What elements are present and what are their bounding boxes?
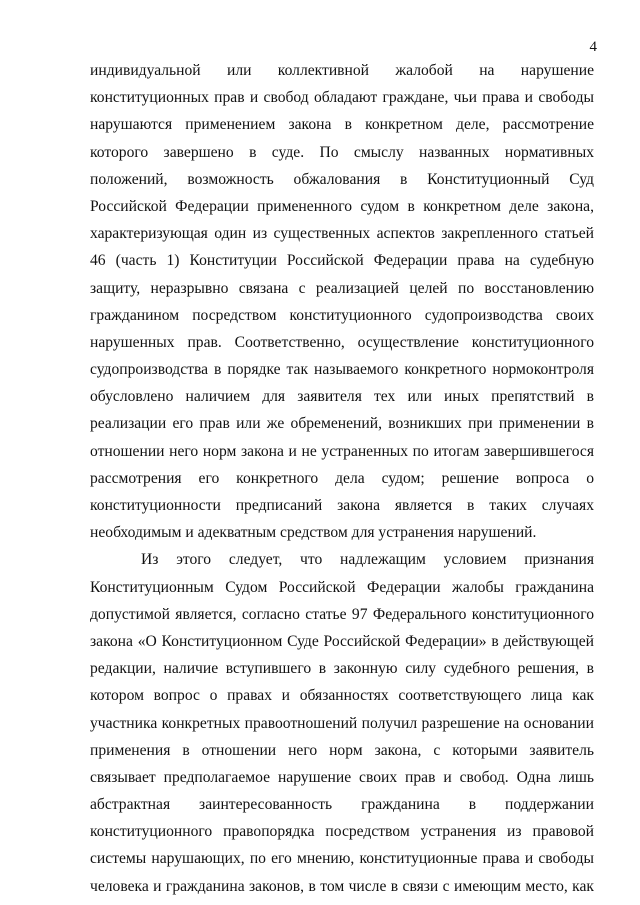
- text-line: применения в отношении него норм закона, с которыми заявитель: [90, 741, 594, 759]
- text-line: нарушенных прав. Соответственно, осуществление конституционного: [90, 333, 594, 351]
- text-line: конституционности предписаний закона является в таких случаях: [90, 497, 594, 514]
- text-line: Из этого следует, что надлежащим условием признания: [141, 551, 594, 569]
- text-line: индивидуальной или коллективной жалобой на нарушение: [90, 62, 594, 79]
- page-number: 4: [589, 39, 597, 55]
- text-line: рассмотрения его конкретного дела судом; решение вопроса о: [90, 469, 594, 487]
- text-line: человека и гражданина законов, в том числе в связи с имеющим место, как: [90, 877, 594, 895]
- text-line: допустимой является, согласно статье 97 Федерального конституционного: [90, 605, 594, 623]
- text-line: положений, возможность обжалования в Конституционный Суд: [90, 170, 594, 188]
- text-line: закона «О Конституционном Суде Российской Федерации» в действующей: [90, 632, 594, 650]
- text-line: Конституционным Судом Российской Федерации жалобы гражданина: [90, 578, 594, 596]
- text-line: судопроизводства в порядке так называемого конкретного нормоконтроля: [90, 361, 594, 379]
- text-line: системы нарушающих, по его мнению, конституционные права и свободы: [90, 850, 594, 868]
- paragraph: [90, 57, 594, 546]
- text-line: Российской Федерации примененного судом в конкретном деле закона,: [90, 197, 594, 215]
- paragraph: [90, 546, 594, 899]
- text-line: необходимым и адекватным средством для устранения нарушений.: [90, 524, 537, 542]
- text-line: характеризующая один из существенных аспектов закрепленного статьей: [90, 225, 594, 243]
- text-line: нарушаются применением закона в конкретном деле, рассмотрение: [90, 116, 594, 134]
- text-line: гражданином посредством конституционного судопроизводства своих: [90, 306, 594, 324]
- text-line: конституционного правопорядка посредством устранения из правовой: [90, 823, 594, 841]
- text-line: защиту, неразрывно связана с реализацией целей по восстановлению: [90, 279, 594, 297]
- text-line: связывает предполагаемое нарушение своих прав и свобод. Одна лишь: [90, 768, 594, 786]
- text-line: редакции, наличие вступившего в законную силу судебного решения, в: [90, 660, 594, 678]
- text-line: конституционных прав и свобод обладают граждане, чьи права и свободы: [90, 89, 594, 107]
- text-line: обусловлено наличием для заявителя тех или иных препятствий в: [90, 388, 594, 406]
- text-line: 46 (часть 1) Конституции Российской Федерации права на судебную: [90, 252, 594, 270]
- text-line: реализации его прав или же обременений, возникших при применении в: [90, 415, 594, 433]
- document-body: [90, 57, 594, 900]
- text-line: которого завершено в суде. По смыслу названных нормативных: [90, 143, 594, 161]
- text-line: абстрактная заинтересованность гражданина в поддержании: [90, 796, 594, 814]
- text-line: отношении него норм закона и не устраненных по итогам завершившегося: [90, 442, 594, 460]
- text-line: участника конкретных правоотношений получил разрешение на основании: [90, 714, 594, 732]
- text-line: котором вопрос о правах и обязанностях соответствующего лица как: [90, 687, 594, 705]
